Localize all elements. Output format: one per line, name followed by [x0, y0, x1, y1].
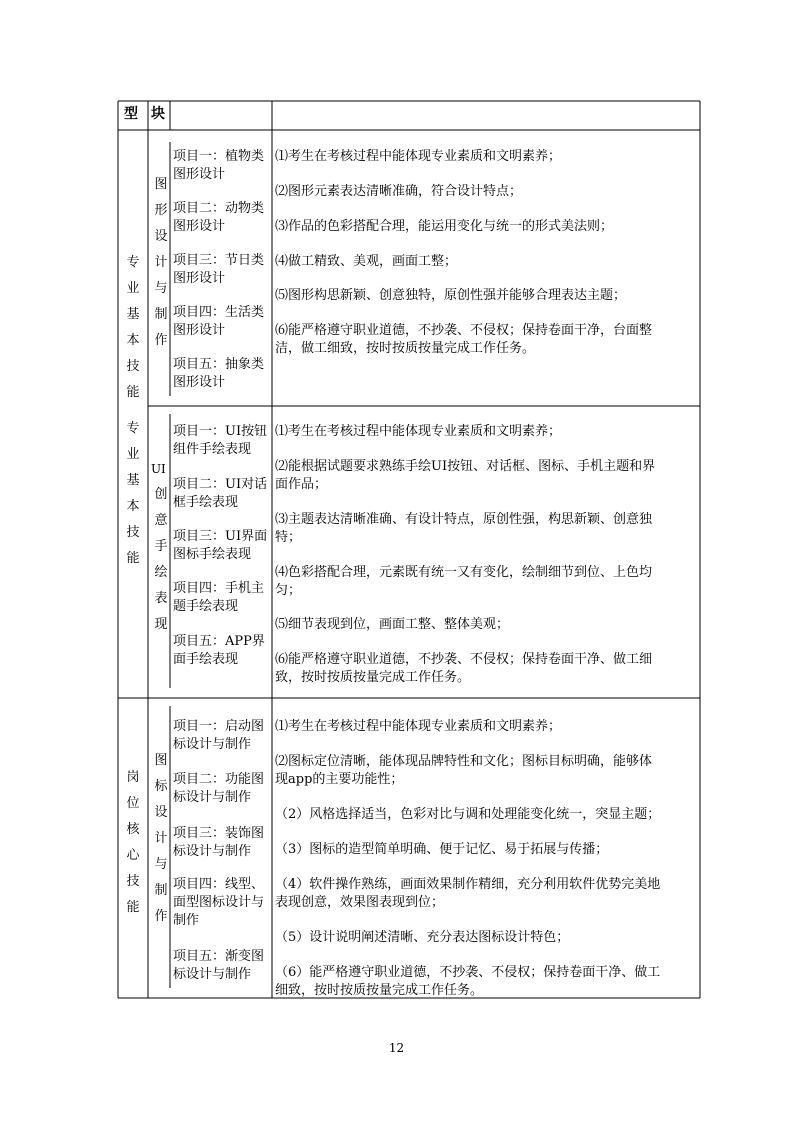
- criterion-line: 面作品；: [275, 477, 328, 492]
- project-line: 项目一：启动图: [173, 719, 265, 734]
- project-line: 项目五：抽象类: [173, 357, 265, 372]
- project-line: 图形设计: [173, 167, 226, 182]
- module-char: 现: [154, 617, 168, 632]
- criterion-line: （5）设计说明阐述清晰、充分表达图标设计特色；: [275, 930, 570, 945]
- criterion-line: 特；: [275, 530, 302, 545]
- module-char: 手: [154, 539, 168, 554]
- project-line: 项目四：线型、: [173, 877, 265, 892]
- category-char: 基: [126, 307, 140, 322]
- project-line: 项目二：UI对话: [173, 477, 268, 492]
- category-char: 本: [126, 499, 140, 514]
- page-number: 12: [388, 1041, 405, 1055]
- project-line: 标设计与制作: [173, 967, 252, 982]
- module-char: 制: [154, 307, 168, 322]
- criterion-line: ⑴考生在考核过程中能体现专业素质和文明素养；: [275, 719, 562, 734]
- project-line: 项目五：APP界: [173, 634, 265, 649]
- project-line: 图形设计: [173, 323, 226, 338]
- project-line: 制作: [173, 913, 200, 928]
- criterion-line: ⑵能根据试题要求熟练手绘UI按钮、对话框、图标、手机主题和界: [275, 459, 656, 474]
- module-char: 创: [154, 487, 168, 502]
- module-char: 图: [154, 753, 168, 768]
- category-char: 能: [126, 900, 140, 915]
- criterion-line: ⑶主题表达清晰准确、有设计特点，原创性强，构思新颖、创意独: [275, 512, 653, 527]
- criterion-line: ⑹能严格遵守职业道德，不抄袭、不侵权；保持卷面干净、做工细: [275, 652, 653, 667]
- project-line: 标设计与制作: [173, 737, 252, 752]
- project-line: 项目二：功能图: [173, 772, 265, 787]
- category-char: 核: [126, 822, 140, 837]
- module-char: 设: [154, 805, 168, 820]
- category-char: 能: [126, 385, 140, 400]
- criterion-line: 表现创意，效果图表现到位；: [275, 895, 445, 910]
- criterion-line: ⑵图形元素表达清晰准确，符合设计特点；: [275, 184, 523, 199]
- category-char: 心: [126, 848, 140, 863]
- criterion-line: 匀；: [275, 583, 302, 598]
- criterion-line: ⑴考生在考核过程中能体现专业素质和文明素养；: [275, 149, 562, 164]
- category-char: 技: [126, 525, 140, 540]
- criterion-line: ⑶作品的色彩搭配合理，能运用变化与统一的形式美法则；: [275, 219, 614, 234]
- category-char: 本: [126, 333, 140, 348]
- project-line: 项目一：植物类: [173, 149, 265, 164]
- criterion-line: ⑹能严格遵守职业道德，不抄袭、不侵权；保持卷面干净，台面整: [275, 323, 653, 338]
- header-col-module: 块: [151, 106, 165, 122]
- project-line: 图形设计: [173, 375, 226, 390]
- project-line: 项目三：节日类: [173, 253, 265, 268]
- project-line: 组件手绘表现: [173, 442, 252, 457]
- criterion-line: ⑷色彩搭配合理，元素既有统一又有变化，绘制细节到位、上色均: [275, 565, 653, 580]
- category-char: 专: [126, 255, 140, 270]
- category-char: 专: [126, 421, 140, 436]
- module-char: 形: [154, 203, 168, 218]
- project-line: 项目三：装饰图: [173, 826, 265, 841]
- project-line: 项目一：UI按钮: [173, 424, 268, 439]
- criterion-line: ⑸图形构思新颖、创意独特，原创性强并能够合理表达主题；: [275, 288, 627, 303]
- module-char: U: [151, 462, 161, 476]
- project-line: 面型图标设计与: [173, 895, 265, 910]
- project-line: 图形设计: [173, 271, 226, 286]
- category-char: 技: [126, 874, 140, 889]
- criterion-line: ⑵图标定位清晰，能体现品牌特性和文化；图标目标明确，能够体: [275, 754, 653, 769]
- criterion-line: （6）能严格遵守职业道德，不抄袭、不侵权；保持卷面干净、做工: [275, 965, 661, 980]
- project-line: 框手绘表现: [173, 495, 239, 510]
- module-char: 图: [154, 177, 168, 192]
- project-line: 项目五：渐变图: [173, 949, 265, 964]
- module-char: 与: [154, 857, 168, 872]
- category-char: 业: [126, 281, 140, 296]
- project-line: 项目四：生活类: [173, 305, 265, 320]
- project-line: 图标手绘表现: [173, 547, 252, 562]
- module-char: 与: [154, 281, 168, 296]
- module-char: 计: [154, 831, 168, 846]
- project-line: 项目四：手机主: [173, 581, 265, 596]
- module-char: 作: [154, 909, 168, 924]
- criterion-line: ⑸细节表现到位，画面工整、整体美观；: [275, 617, 510, 632]
- category-char: 岗: [126, 770, 140, 785]
- project-line: 项目二：动物类: [173, 201, 265, 216]
- module-char: 表: [154, 591, 168, 606]
- module-char: 绘: [154, 565, 168, 580]
- category-char: 能: [126, 551, 140, 566]
- category-char: 基: [126, 473, 140, 488]
- module-char: 制: [154, 883, 168, 898]
- criterion-line: ⑴考生在考核过程中能体现专业素质和文明素养；: [275, 424, 562, 439]
- criterion-line: 洁，做工细致，按时按质按量完成工作任务。: [275, 341, 536, 356]
- module-char: 标: [154, 779, 168, 794]
- module-char: 作: [154, 333, 168, 348]
- project-line: 面手绘表现: [173, 652, 239, 667]
- criterion-line: 细致，按时按质按量完成工作任务。: [275, 983, 484, 998]
- criterion-line: ⑷做工精致、美观，画面工整；: [275, 254, 458, 269]
- module-char: 意: [154, 513, 168, 528]
- project-line: 题手绘表现: [173, 599, 239, 614]
- criterion-line: （2）风格选择适当，色彩对比与调和处理能变化统一，突显主题；: [275, 807, 661, 822]
- module-char: 设: [154, 229, 168, 244]
- project-line: 标设计与制作: [173, 844, 252, 859]
- category-char: 技: [126, 359, 140, 374]
- criterion-line: 现app的主要功能性；: [275, 772, 404, 787]
- module-char: I: [161, 462, 166, 476]
- criterion-line: 致，按时按质按量完成工作任务。: [275, 670, 471, 685]
- category-char: 位: [126, 796, 140, 811]
- criterion-line: （4）软件操作熟练，画面效果制作精细，充分利用软件优势完美地: [275, 877, 661, 892]
- project-line: 项目三：UI界面: [173, 529, 268, 544]
- module-char: 计: [154, 255, 168, 270]
- project-line: 图形设计: [173, 219, 226, 234]
- criterion-line: （3）图标的造型简单明确、便于记忆、易于拓展与传播；: [275, 842, 609, 857]
- project-line: 标设计与制作: [173, 790, 252, 805]
- category-char: 业: [126, 447, 140, 462]
- header-col-type: 型: [124, 106, 138, 122]
